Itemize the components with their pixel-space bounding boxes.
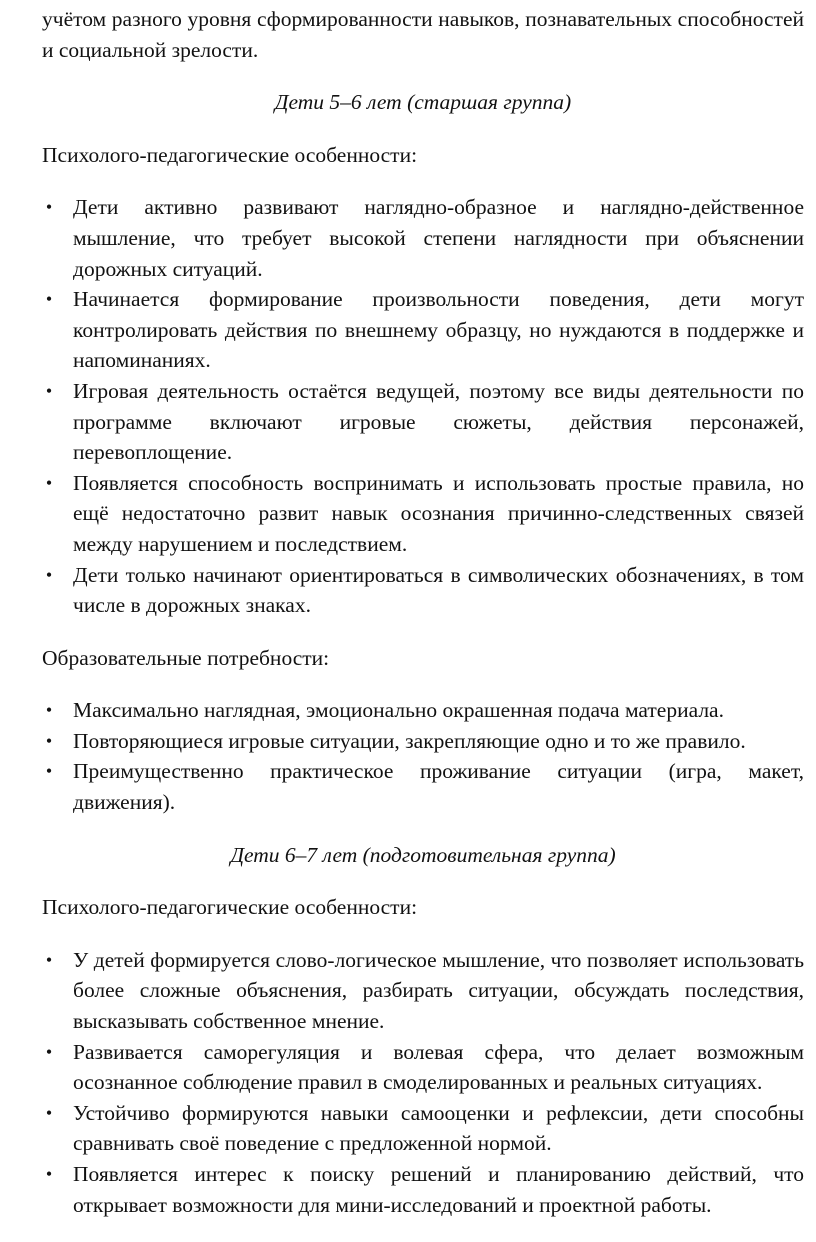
bullet-icon: • bbox=[45, 380, 53, 401]
list-item bbox=[42, 1037, 804, 1098]
bullet-icon: • bbox=[45, 700, 53, 721]
bullet-icon: • bbox=[45, 289, 53, 310]
list-item bbox=[42, 1098, 804, 1159]
bullet-icon: • bbox=[45, 472, 53, 493]
list-item-text: Дети только начинают ориентироваться в символических обозначениях, в том числе в дорожных знаках. bbox=[73, 562, 804, 618]
list-item bbox=[42, 192, 804, 284]
list-item-text: Начинается формирование произвольности поведения, дети могут контролировать действия по внешнему образцу, но нуждаются в поддержке и напоминаниях. bbox=[73, 287, 804, 373]
intro-paragraph: учётом разного уровня сформированности навыков, познавательных способностей и социальной зрелости. bbox=[42, 7, 804, 62]
document-body bbox=[42, 4, 804, 1242]
section-title-preparatory-group: Дети 6–7 лет (подготовительная группа) bbox=[230, 842, 616, 867]
list-item bbox=[42, 560, 804, 621]
needs-label: Образовательные потребности: bbox=[42, 645, 330, 670]
needs-list bbox=[42, 695, 804, 817]
list-item-text: У детей формируется слово-логическое мышление, что позволяет использовать более сложные объяснения, разбирать ситуации, обсуждать последствия, высказывать собственное мнение. bbox=[73, 947, 804, 1034]
features-label: Психолого-педагогические особенности: bbox=[42, 142, 418, 167]
features-list bbox=[42, 945, 804, 1220]
list-item-text: Появляется способность воспринимать и использовать простые правила, но ещё недостаточно развит навык осознания причинно-следственных связей между нарушением и последствием. bbox=[73, 470, 804, 556]
bullet-icon: • bbox=[45, 1164, 53, 1184]
bullet-icon: • bbox=[45, 761, 53, 782]
list-item bbox=[42, 376, 804, 468]
bullet-icon: • bbox=[45, 1041, 53, 1062]
section-title-senior-group: Дети 5–6 лет (старшая группа) bbox=[274, 90, 572, 115]
bullet-icon: • bbox=[45, 564, 53, 585]
list-item-text: Устойчиво формируются навыки самооценки и рефлексии, дети способны сравнивать своё поведение с предложенной нормой. bbox=[73, 1100, 804, 1156]
list-item-text: Развивается саморегуляция и волевая сфера, что делает возможным осознанное соблюдение правил в смоделированных и реальных ситуациях. bbox=[73, 1039, 804, 1095]
list-item bbox=[42, 726, 804, 757]
list-item-text: Повторяющиеся игровые ситуации, закрепляющие одно и то же правило. bbox=[73, 728, 746, 753]
bullet-icon: • bbox=[45, 197, 53, 218]
list-item-text: Максимально наглядная, эмоционально окрашенная подача материала. bbox=[73, 698, 724, 723]
features-label: Психолого-педагогические особенности: bbox=[42, 895, 418, 920]
list-item bbox=[42, 945, 804, 1037]
list-item bbox=[42, 284, 804, 376]
list-item bbox=[42, 468, 804, 560]
list-item bbox=[42, 695, 804, 726]
bullet-icon: • bbox=[45, 730, 53, 751]
list-item-text: Преимущественно практическое проживание ситуации (игра, макет, движения). bbox=[73, 759, 804, 815]
list-item bbox=[42, 1159, 804, 1220]
list-item-text: Появляется интерес к поиску решений и планированию действий, что открывает возможности для мини-исследований и проектной работы. bbox=[73, 1162, 804, 1217]
bullet-icon: • bbox=[45, 1102, 53, 1123]
list-item bbox=[42, 756, 804, 817]
features-list bbox=[42, 192, 804, 620]
list-item-text: Дети активно развивают наглядно-образное и наглядно-действенное мышление, что требует высокой степени наглядности при объяснении дорожных ситуаций. bbox=[73, 195, 804, 281]
list-item-text: Игровая деятельность остаётся ведущей, поэтому все виды деятельности по программе включают игровые сюжеты, действия персонажей, перевоплощение. bbox=[73, 378, 804, 465]
bullet-icon: • bbox=[45, 949, 53, 970]
